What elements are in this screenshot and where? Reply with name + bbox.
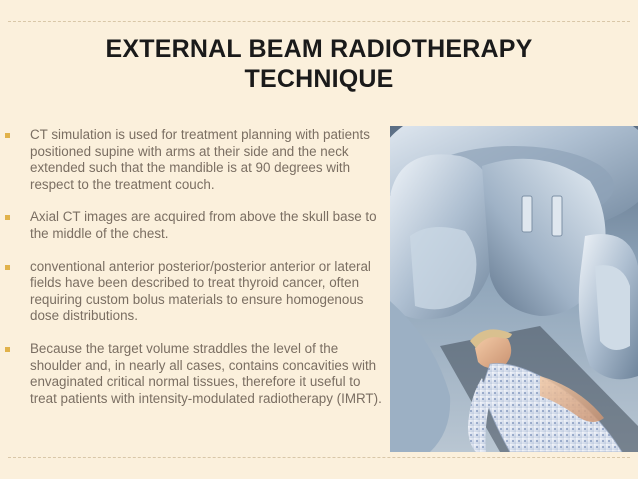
bullet-item [0, 127, 385, 193]
bullet-item [0, 209, 385, 242]
bullet-item [0, 341, 385, 407]
title-line-1: EXTERNAL BEAM RADIOTHERAPY [105, 35, 533, 63]
bullet-list [0, 127, 385, 407]
bullet-marker-icon [5, 347, 10, 352]
bullet-text: Because the target volume straddles the level of the shoulder and, in nearly all cases, contains concavities with envaginated critical normal tissues, therefore it useful to treat patients with intensity-modulated radiotherapy (IMRT). [30, 340, 382, 406]
bullet-text: Axial CT images are acquired from above the skull base to the middle of the chest. [30, 209, 377, 241]
title-line-2: TECHNIQUE [244, 65, 394, 93]
bullet-item [0, 259, 385, 325]
linac-illustration [390, 126, 638, 452]
bullet-text: conventional anterior posterior/posterior anterior or lateral fields have been described to treat thyroid cancer, often requiring custom bolus materials to ensure homogenous dose distributions. [30, 258, 371, 324]
bullet-marker-icon [5, 265, 10, 270]
bullet-text: CT simulation is used for treatment planning with patients positioned supine with arms at their side and the neck extended such that the mandible is at 90 degrees with respect to the treatment couch. [30, 127, 370, 192]
bottom-divider [8, 457, 630, 458]
linac-treatment-photo [390, 126, 638, 452]
top-divider [8, 21, 630, 22]
bullet-marker-icon [5, 215, 10, 220]
bullet-marker-icon [5, 133, 10, 138]
slide-title [0, 34, 638, 94]
